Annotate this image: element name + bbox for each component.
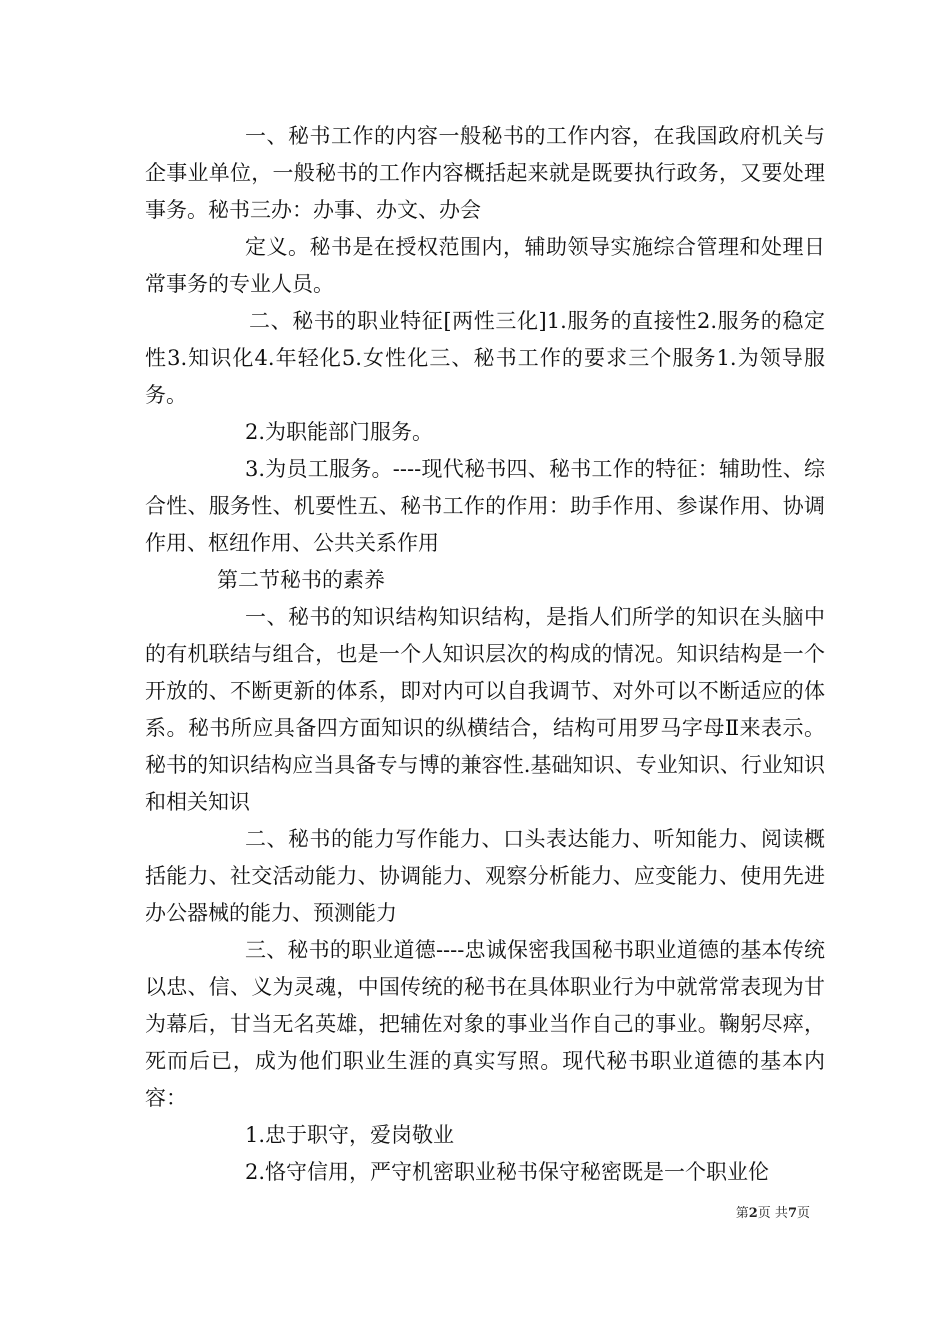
page-number-footer [700, 1205, 810, 1223]
paragraph-career-features: 二、秘书的职业特征[两性三化]1.服务的直接性2.服务的稳定性3.知识化4.年轻化5.女性化三、秘书工作的要求三个服务1.为领导服务。 [145, 309, 825, 407]
list-item-loyal-to-duty: 1.忠于职守，爱岗敬业 [245, 1123, 455, 1147]
document-body [145, 118, 825, 1191]
footer-suffix: 页 [796, 1206, 810, 1221]
footer-prefix: 第 [735, 1206, 749, 1221]
list-item-keep-confidential: 2.恪守信用，严守机密职业秘书保守秘密既是一个职业伦 [245, 1160, 770, 1184]
current-page-number: 2 [748, 1206, 758, 1221]
paragraph-abilities: 二、秘书的能力写作能力、口头表达能力、听知能力、阅读概括能力、社交活动能力、协调能力、观察分析能力、应变能力、使用先进办公器械的能力、预测能力 [145, 827, 825, 925]
paragraph-knowledge-structure: 一、秘书的知识结构知识结构，是指人们所学的知识在头脑中的有机联结与组合，也是一个人知识层次的构成的情况。知识结构是一个开放的、不断更新的体系，即对内可以自我调节、对外可以不断适应的体系。秘书所应具备四方面知识的纵横结合，结构可用罗马字母Ⅱ来表示。秘书的知识结构应当具备专与博的兼容性.基础知识、专业知识、行业知识和相关知识 [145, 605, 825, 814]
footer-middle: 页 共 [757, 1206, 788, 1221]
paragraph-serve-employees: 3.为员工服务。----现代秘书四、秘书工作的特征：辅助性、综合性、服务性、机要性五、秘书工作的作用：助手作用、参谋作用、协调作用、枢纽作用、公共关系作用 [145, 457, 825, 555]
paragraph-secretary-work-content: 一、秘书工作的内容一般秘书的工作内容，在我国政府机关与企事业单位，一般秘书的工作内容概括起来就是既要执行政务，又要处理事务。秘书三办：办事、办文、办会 [145, 124, 825, 222]
paragraph-serve-departments: 2.为职能部门服务。 [245, 420, 434, 444]
paragraph-secretary-definition: 定义。秘书是在授权范围内，辅助领导实施综合管理和处理日常事务的专业人员。 [145, 235, 825, 296]
section-heading-qualities: 第二节秘书的素养 [217, 568, 385, 592]
paragraph-professional-ethics: 三、秘书的职业道德----忠诚保密我国秘书职业道德的基本传统以忠、信、义为灵魂，中国传统的秘书在具体职业行为中就常常表现为甘为幕后，甘当无名英雄，把辅佐对象的事业当作自己的事业。鞠躬尽瘁，死而后已，成为他们职业生涯的真实写照。现代秘书职业道德的基本内容： [145, 938, 825, 1110]
total-pages-number: 7 [787, 1206, 797, 1221]
